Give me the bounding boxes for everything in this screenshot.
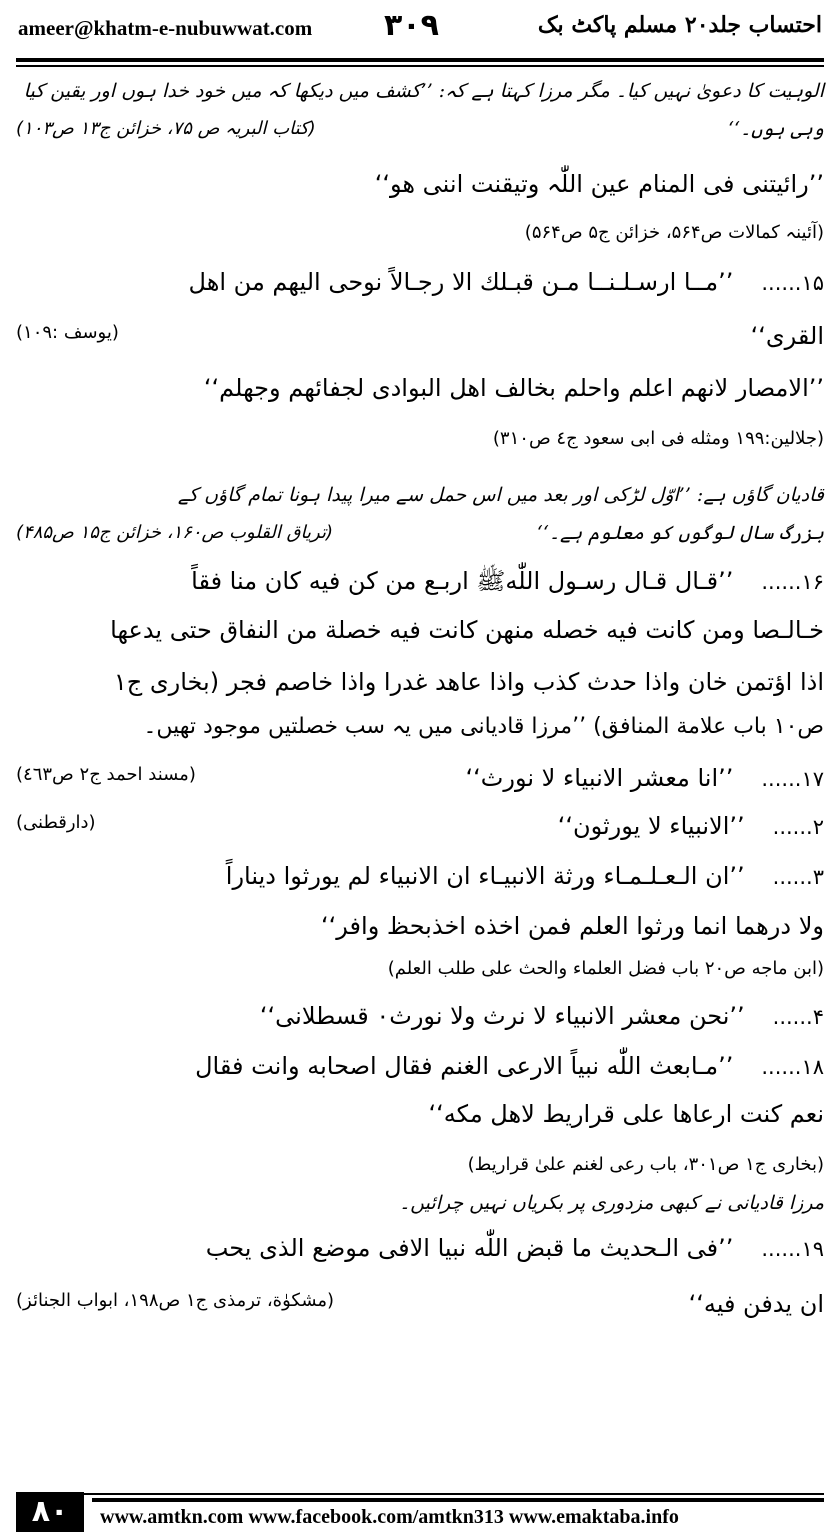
text-line [16, 322, 824, 350]
item-number: ۱۷...... [761, 767, 824, 791]
item-number: ۱۵...... [761, 271, 824, 295]
text-line [16, 1234, 824, 1262]
line-text: ان یدفن فیه‘‘ [688, 1290, 824, 1318]
header-rule-thin [16, 65, 824, 67]
text-line: (ابن ماجه ص۲۰ باب فضل العلماء والحث علی طلب العلم) [387, 958, 824, 979]
reference-citation: (مسند احمد ج۲ ص٤٦۳) [16, 764, 196, 785]
line-text: ’’قـال قـال رسـول اللّٰهﷺ اربـع من کن فیه کان منا فقاً [191, 567, 734, 595]
line-main-text [195, 1052, 824, 1080]
text-line: (آئینہ کمالات ص۵۶۴، خزائن ج۵ ص۵۶۴) [524, 222, 824, 243]
text-line: نعم کنت ارعاها علی قراریط لاهل مکه‘‘ [428, 1100, 824, 1128]
header-page-number: ۳۰۹ [384, 8, 439, 43]
text-line: ولا درهما انما ورثوا العلم فمن اخذه اخذبحظ وافر‘‘ [321, 912, 824, 940]
line-text: ’’نحن معشر الانبیاء لا نرث ولا نورث۰ قسطلانی‘‘ [259, 1002, 745, 1030]
line-main-text [226, 862, 824, 890]
line-main-text [206, 1234, 824, 1262]
line-main-text [751, 322, 824, 350]
text-line [16, 764, 824, 792]
text-line [16, 862, 824, 890]
text-line [16, 1002, 824, 1030]
text-line: ’’رائیتنی فی المنام عین اللّٰہ وتیقنت اننی ھو‘‘ [374, 170, 824, 198]
text-line [16, 566, 824, 601]
item-number: ۳...... [772, 865, 824, 889]
reference-citation: (تریاق القلوب ص۱۶۰، خزائن ج۱۵ ص۴۸۵) [16, 522, 333, 543]
text-line: اذا اؤتمن خان واذا حدث کذب واذا عاهد غدرا واذا خاصم فجر (بخاری ج۱ [113, 668, 824, 696]
text-line: الوہیت کا دعویٰ نہیں کیا۔ مگر مرزا کہتا ہے کہ: ’’کشف میں دیکھا کہ میں خود خدا ہوں اور یقین کیا [23, 80, 824, 102]
reference-citation: (مشکوٰة، ترمذی ج۱ ص۱۹۸، ابواب الجنائز) [16, 1290, 335, 1311]
text-line: (بخاری ج۱ ص۳۰۱، باب رعی لغنم علیٰ قراریط) [467, 1154, 824, 1175]
text-line [16, 812, 824, 840]
reference-citation: (دارقطنی) [16, 812, 96, 833]
footer-page-badge: ۸۰ [16, 1492, 84, 1532]
header-rule-thick [16, 58, 824, 62]
text-line [16, 522, 824, 544]
line-main-text [537, 522, 824, 544]
header-book-title: احتساب جلد۲۰ مسلم پاکٹ بک [537, 12, 822, 38]
line-main-text [466, 764, 824, 792]
line-main-text [728, 118, 824, 140]
text-line [16, 1290, 824, 1318]
line-text: ’’ان الـعـلـمـاء ورثة الانبیـاء ان الانبیاء لم یورثوا دیناراً [225, 862, 745, 890]
footer-rule-thick [92, 1498, 824, 1502]
text-line: ص۱۰ باب علامة المنافق) ’’مرزا قادیانی میں یہ سب خصلتیں موجود تھیں۔ [143, 714, 824, 739]
line-text: ’’مـابعث اللّٰه نبیاً الارعی الغنم فقال اصحابه وانت فقال [195, 1052, 734, 1080]
text-line: قادیان گاؤں ہے: ’’اوّل لڑکی اور بعد میں اس حمل سے میرا پیدا ہونا تمام گاؤں کے [177, 484, 824, 506]
item-number: ۴...... [772, 1005, 824, 1029]
item-number: ۱۸...... [761, 1055, 824, 1079]
line-text: ’’فی الـحدیث ما قبض اللّٰه نبیا الافی موضع الذی یحب [205, 1234, 734, 1262]
line-text: ’’الانبیاء لا یورثون‘‘ [557, 812, 745, 840]
line-main-text [558, 812, 824, 840]
item-number: ۱۹...... [761, 1237, 824, 1261]
line-text: بزرگ سال لوگوں کو معلوم ہے۔‘‘ [536, 522, 824, 544]
footer-rule-thin [16, 1493, 824, 1495]
line-text: ’’انا معشر الانبیاء لا نورث‘‘ [465, 764, 734, 792]
line-main-text [191, 566, 824, 601]
line-text: ’’مــا ارسـلـنــا مـن قبـلك الا رجـالاً نوحی الیهم من اهل [188, 268, 734, 296]
footer-links: www.amtkn.com www.facebook.com/amtkn313 www.emaktaba.info [100, 1506, 679, 1528]
line-main-text [189, 268, 824, 296]
line-main-text [260, 1002, 824, 1030]
item-number: ۱۶...... [761, 570, 824, 594]
header-email: ameer@khatm-e-nubuwwat.com [18, 16, 313, 40]
item-number: ۲...... [772, 815, 824, 839]
reference-citation: (یوسف :۱۰۹) [16, 322, 119, 343]
text-line [16, 1052, 824, 1080]
text-line: خـالـصا ومن کانت فیه خصله منهن کانت فیه خصلة من النفاق حتی یدعها [110, 616, 824, 644]
line-text: القری‘‘ [750, 322, 824, 350]
line-main-text [689, 1290, 824, 1318]
text-line [16, 268, 824, 296]
line-text: وہی ہوں۔‘‘ [727, 118, 824, 140]
text-line: مرزا قادیانی نے کبھی مزدوری پر بکریاں نہیں چرائیں۔ [399, 1192, 824, 1214]
text-line: (جلالین:۱۹۹ ومثله فی ابی سعود ج٤ ص۳۱۰) [492, 428, 824, 449]
reference-citation: (کتاب البریہ ص ۷۵، خزائن ج۱۳ ص۱۰۳) [16, 118, 316, 139]
text-line: ’’الامصار لانهم اعلم واحلم بخالف اهل البوادی لجفائهم وجهلم‘‘ [203, 374, 824, 402]
text-line [16, 118, 824, 140]
